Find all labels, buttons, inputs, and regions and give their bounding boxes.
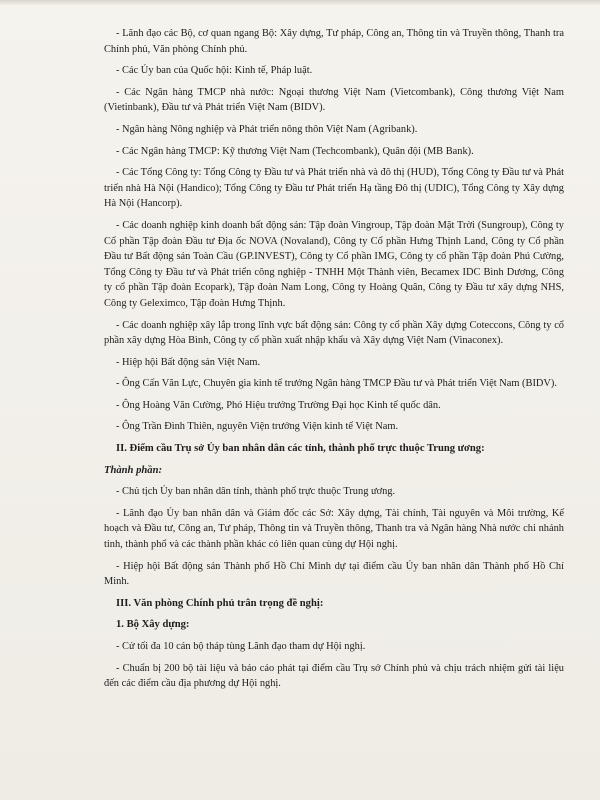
section-2-item: - Chủ tịch Ủy ban nhân dân tỉnh, thành phố trực thuộc Trung ương. xyxy=(116,486,396,498)
section-3-item: - Cử tối đa 10 cán bộ tháp tùng Lãnh đạo tham dự Hội nghị. xyxy=(116,641,366,652)
participant-can-van-luc: - Ông Cấn Văn Lực, Chuyên gia kinh tế trưởng Ngân hàng TMCP Đầu tư và Phát triển Việt Nam (BIDV). xyxy=(116,378,557,390)
participant-construction-firms: - Các doanh nghiệp xây lắp trong lĩnh vực bất động sản: Công ty cổ phần Xây dựng Coteccons, Công ty cổ phần xây dựng Hòa Bình, Công ty cổ phần xuất nhập khẩu và Xây dựng Việt Nam (Vinaconex). xyxy=(104,319,564,347)
section-3-subheading: 1. Bộ Xây dựng: xyxy=(116,619,190,631)
section-2-item: - Hiệp hội Bất động sản Thành phố Hồ Chí Minh dự tại điểm cầu Ủy ban nhân dân Thành phố Hồ Chí Minh. xyxy=(104,560,564,588)
participant-ministries: - Lãnh đạo các Bộ, cơ quan ngang Bộ: Xây dựng, Tư pháp, Công an, Thông tin và Truyền thông, Thanh tra Chính phủ, Văn phòng Chính phủ. xyxy=(104,28,564,55)
participant-state-banks: - Các Ngân hàng TMCP nhà nước: Ngoại thương Việt Nam (Vietcombank), Công thương Việt Nam (Vietinbank), Đầu tư và Phát triển Việt Nam (BIDV). xyxy=(104,86,564,114)
section-3-item: - Chuẩn bị 200 bộ tài liệu và báo cáo phát tại điểm cầu Trụ sở Chính phủ và chịu trách nhiệm gửi tài liệu đến các điểm cầu địa phương dự Hội nghị. xyxy=(104,662,564,690)
participant-hoang-van-cuong: - Ông Hoàng Văn Cường, Phó Hiệu trưởng Trường Đại học Kinh tế quốc dân. xyxy=(116,399,441,411)
section-2-subheading: Thành phần: xyxy=(104,464,162,476)
section-3-heading: III. Văn phòng Chính phủ trân trọng đề nghị: xyxy=(116,597,324,609)
participant-real-estate-association: - Hiệp hội Bất động sản Việt Nam. xyxy=(116,356,261,368)
participant-commercial-banks: - Các Ngân hàng TMCP: Kỹ thương Việt Nam (Techcombank), Quân đội (MB Bank). xyxy=(116,145,474,157)
participant-real-estate-firms: - Các doanh nghiệp kinh doanh bất động sản: Tập đoàn Vingroup, Tập đoàn Mặt Trời (Sungroup), Công ty Cổ phần Tập đoàn Đầu tư Địa ốc NOVA (Novaland), Công ty Cổ phần Hưng Thịnh Land, Công ty Cổ phần Đầu tư Bất động sản Toàn Cầu (GP.INVEST), Công ty Cổ phần IMG, Công ty cổ phần Tập đoàn Phú Cường, Tổng Công ty Đầu tư và Phát triển công nghiệp - TNHH Một Thành viên, Becamex IDC Bình Dương, Công ty cổ phần Tập đoàn Ecopark), Tập đoàn Nam Long, Công ty Hoàng Quân, Công ty Đầu tư xây dựng NHS, Công ty Geleximco, Tập đoàn Hưng Thịnh. xyxy=(104,219,564,309)
participant-assembly-committees: - Các Ủy ban của Quốc hội: Kinh tế, Pháp luật. xyxy=(116,65,313,77)
page-fold-shadow xyxy=(0,0,600,6)
section-2-item: - Lãnh đạo Ủy ban nhân dân và Giám đốc các Sở: Xây dựng, Tài chính, Tài nguyên và Môi trường, Kế hoạch và Đầu tư, Công an, Tư pháp, Thông tin và Truyền thông, Thanh tra và Ngân hàng Nhà nước chi nhánh tỉnh, thành phố và các thành phần khác có liên quan cùng dự Hội nghị. xyxy=(104,507,564,551)
participant-tran-dinh-thien: - Ông Trần Đình Thiên, nguyên Viện trưởng Viện kinh tế Việt Nam. xyxy=(116,421,399,433)
participant-agribank: - Ngân hàng Nông nghiệp và Phát triển nông thôn Việt Nam (Agribank). xyxy=(116,123,418,135)
participant-corporations: - Các Tổng Công ty: Tổng Công ty Đầu tư và Phát triển nhà và đô thị (HUD), Tổng Công ty Đầu tư và Phát triển nhà Hà Nội (Handico); Tổng Công ty Đầu tư Phát triển Hạ tầng Đô thị (UDIC), Tổng Công ty Xây dựng Hà Nội (Hancorp). xyxy=(104,167,564,210)
section-2-heading: II. Điểm cầu Trụ sở Ủy ban nhân dân các tỉnh, thành phố trực thuộc Trung ương: xyxy=(116,443,485,455)
